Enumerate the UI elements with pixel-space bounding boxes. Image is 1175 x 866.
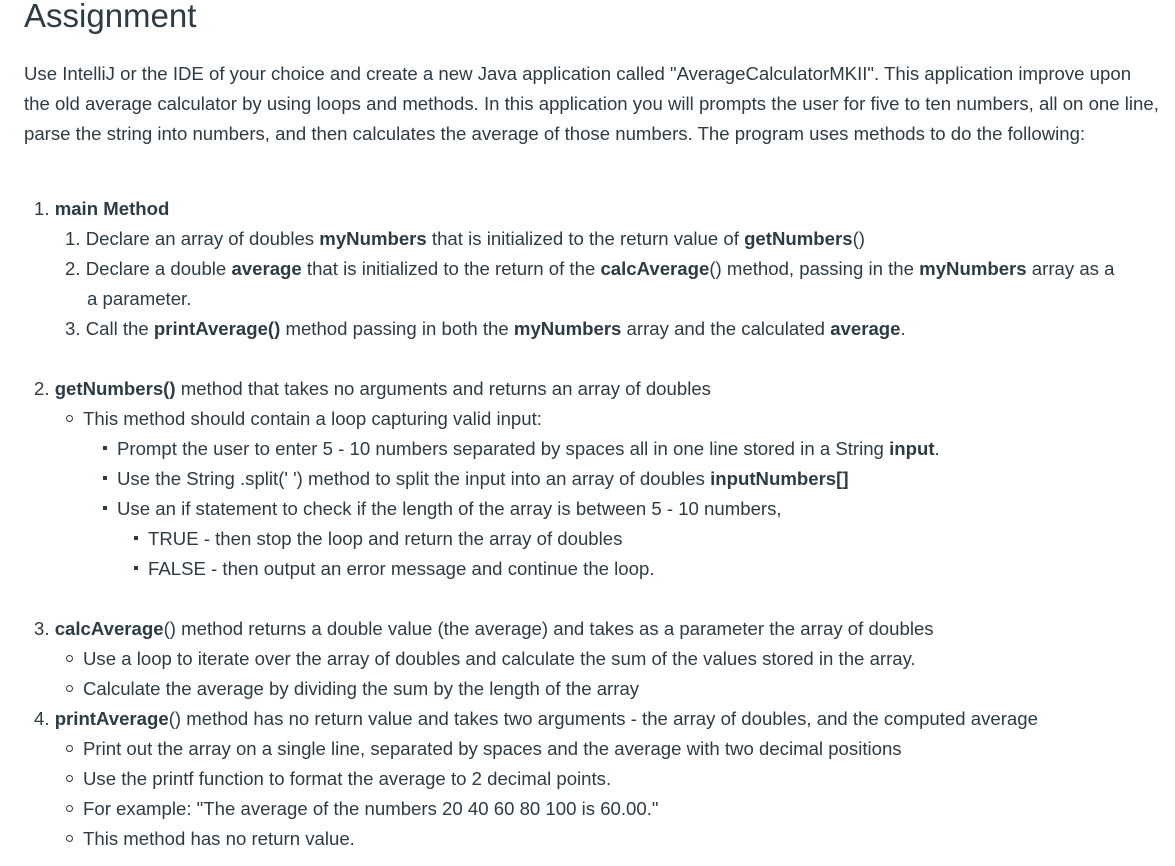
s2-false-case-text: FALSE - then output an error message and continue the loop. — [148, 558, 655, 579]
s1-item-2-text-f: myNumbers — [919, 258, 1027, 279]
s1-item-3-text-g: . — [900, 318, 906, 339]
s3-bullet-1 — [66, 644, 916, 674]
s1-item-2-continuation: a parameter. — [87, 288, 192, 309]
s1-item-1 — [65, 224, 865, 254]
section-3-title: calcAverage — [54, 618, 164, 639]
section-3-heading — [34, 614, 934, 644]
s2-sub-bullet-a-text: Prompt the user to enter 5 - 10 numbers separated by spaces all in one line stored in a String — [117, 438, 890, 459]
s2-sub-bullet-b-bold: inputNumbers[] — [710, 468, 849, 489]
circle-bullet-icon — [66, 775, 73, 782]
section-1-title: main Method — [54, 198, 170, 219]
intro-paragraph: Use IntelliJ or the IDE of your choice and create a new Java application called "AverageCalculatorMKII". This application improve upon the old average calculator by using loops and methods. In this application you will prompts the user for five to ten numbers, all on one line, parse the string into numbers, and then calculates the average of those numbers. The program uses methods to do the following: — [24, 63, 1159, 144]
section-4-number: 4. — [34, 708, 50, 729]
s1-item-2-text-d: calcAverage — [600, 258, 710, 279]
section-3-rest: () method returns a double value (the average) and takes as a parameter the array of doubles — [163, 618, 934, 639]
square-bullet-icon — [134, 566, 138, 570]
s4-bullet-2 — [66, 764, 611, 794]
s2-true-case-text: TRUE - then stop the loop and return the array of doubles — [148, 528, 623, 549]
s1-item-3-text-b: printAverage() — [153, 318, 281, 339]
section-3-number: 3. — [34, 618, 50, 639]
s1-item-1-text-b: myNumbers — [319, 228, 427, 249]
circle-bullet-icon — [66, 805, 73, 812]
s2-bullet-1 — [66, 404, 542, 434]
s1-item-1-text-a: Declare an array of doubles — [85, 228, 320, 249]
s1-item-3-number: 3. — [65, 318, 81, 339]
s1-item-3-text-d: myNumbers — [513, 318, 622, 339]
s1-item-3 — [65, 314, 906, 344]
section-4-heading — [34, 704, 1038, 734]
page-title: Assignment — [24, 0, 197, 34]
s1-item-1-number: 1. — [65, 228, 81, 249]
s4-bullet-2-text: Use the printf function to format the average to 2 decimal points. — [83, 768, 612, 789]
s3-bullet-1-text: Use a loop to iterate over the array of doubles and calculate the sum of the values stored in the array. — [83, 648, 916, 669]
section-2-number: 2. — [34, 378, 50, 399]
s1-item-3-text-a: Call the — [85, 318, 154, 339]
s1-item-1-text-e: () — [852, 228, 865, 249]
s1-item-1-text-d: getNumbers — [744, 228, 853, 249]
s2-sub-bullet-a-end: . — [934, 438, 940, 459]
s2-sub-bullet-c-text: Use an if statement to check if the length of the array is between 5 - 10 numbers, — [117, 498, 782, 519]
section-1-number: 1. — [34, 198, 50, 219]
section-2-title: getNumbers() — [54, 378, 176, 399]
s1-item-2-text-g: array as a — [1026, 258, 1115, 279]
s2-sub-bullet-c — [103, 494, 782, 524]
circle-bullet-icon — [66, 655, 73, 662]
s1-item-2-text-a: Declare a double — [85, 258, 232, 279]
section-1-heading — [34, 194, 169, 224]
s3-bullet-2 — [66, 674, 639, 704]
s3-bullet-2-text: Calculate the average by dividing the sum by the length of the array — [83, 678, 640, 699]
s1-item-1-text-c: that is initialized to the return value of — [426, 228, 745, 249]
section-4-title: printAverage — [54, 708, 169, 729]
s1-item-2-text-c: that is initialized to the return of the — [301, 258, 601, 279]
s2-sub-bullet-b — [103, 464, 849, 494]
s4-bullet-1-text: Print out the array on a single line, separated by spaces and the average with two decimal positions — [83, 738, 902, 759]
s1-item-2-text-e: () method, passing in the — [709, 258, 920, 279]
s1-item-2-text-b: average — [231, 258, 302, 279]
s1-item-3-text-e: array and the calculated — [621, 318, 831, 339]
s4-bullet-4-text: This method has no return value. — [83, 828, 355, 849]
s1-item-2 — [65, 254, 1114, 284]
square-bullet-icon — [103, 476, 107, 480]
s2-true-case — [134, 524, 622, 554]
square-bullet-icon — [134, 536, 138, 540]
circle-bullet-icon — [66, 745, 73, 752]
s2-sub-bullet-a — [103, 434, 940, 464]
s2-sub-bullet-b-text: Use the String .split(' ') method to split the input into an array of doubles — [117, 468, 711, 489]
section-2-rest: method that takes no arguments and returns an array of doubles — [175, 378, 711, 399]
circle-bullet-icon — [66, 685, 73, 692]
s4-bullet-4 — [66, 824, 355, 854]
s1-item-2-number: 2. — [65, 258, 81, 279]
s4-bullet-3 — [66, 794, 659, 824]
s2-sub-bullet-a-bold: input — [889, 438, 935, 459]
circle-bullet-icon — [66, 835, 73, 842]
circle-bullet-icon — [66, 415, 73, 422]
square-bullet-icon — [103, 506, 107, 510]
s4-bullet-1 — [66, 734, 902, 764]
square-bullet-icon — [103, 446, 107, 450]
section-2-heading — [34, 374, 711, 404]
section-4-rest: () method has no return value and takes two arguments - the array of doubles, and the computed average — [168, 708, 1038, 729]
s1-item-3-text-f: average — [830, 318, 901, 339]
s2-bullet-1-text: This method should contain a loop capturing valid input: — [83, 408, 542, 429]
s2-false-case — [134, 554, 655, 584]
s1-item-3-text-c: method passing in both the — [280, 318, 514, 339]
s4-bullet-3-text: For example: "The average of the numbers 20 40 60 80 100 is 60.00." — [83, 798, 659, 819]
